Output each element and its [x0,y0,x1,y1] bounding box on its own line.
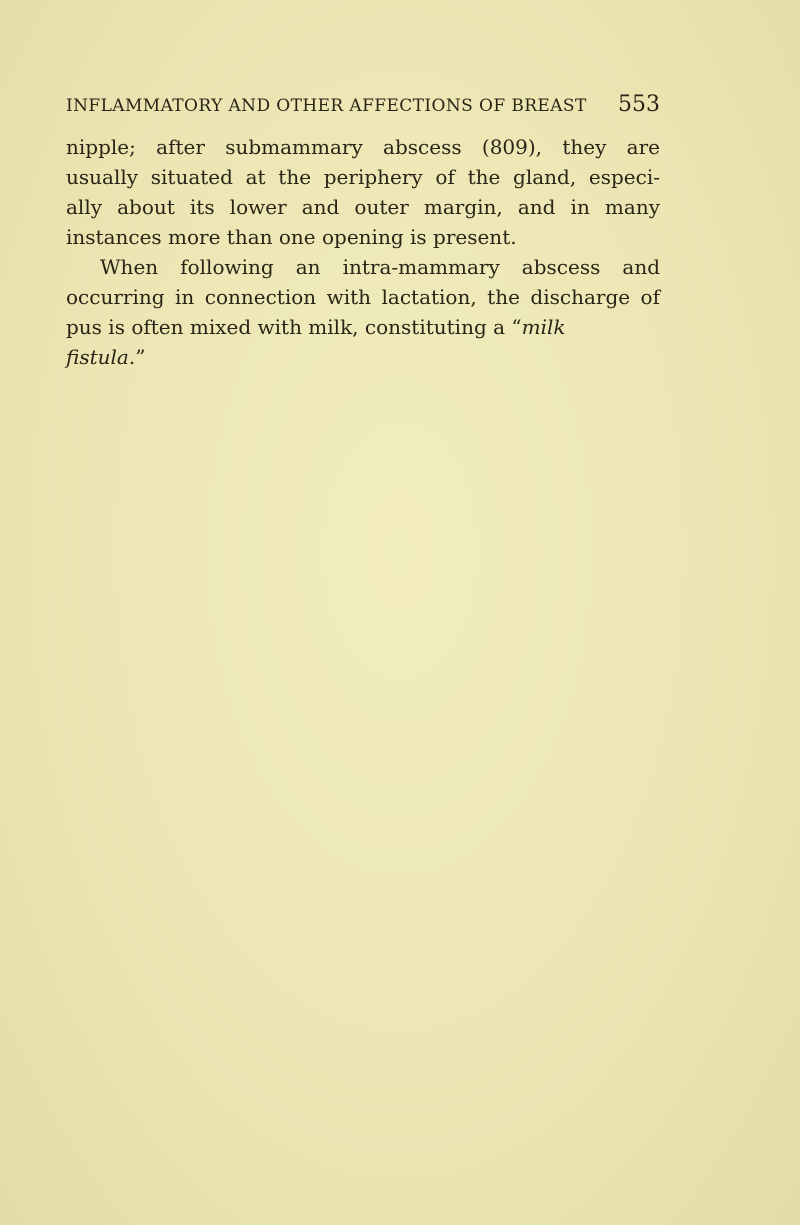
body-paragraphs [66,132,660,372]
closing-quote: ” [135,345,146,369]
text-line: occurring in connection with lactation, the discharge of [66,285,660,309]
running-head [66,92,660,122]
page-number: 553 [618,92,660,117]
text-line [66,312,660,342]
text-line: usually situated at the periphery of the gland, especi- [66,165,660,189]
text-line: nipple; after submammary abscess (809), they are [66,135,660,159]
text-line: instances more than one opening is present. [66,225,517,249]
text-line: ally about its lower and outer margin, and in many [66,195,660,219]
running-title: INFLAMMATORY AND OTHER AFFECTIONS OF BREAST [66,96,587,116]
italic-term: fistula. [66,345,136,369]
italic-term: milk [521,315,566,339]
text-line: When following an intra-mammary abscess and [100,255,660,279]
text-segment: pus is often mixed with milk, constituting a “ [66,315,522,339]
text-line [66,342,660,372]
